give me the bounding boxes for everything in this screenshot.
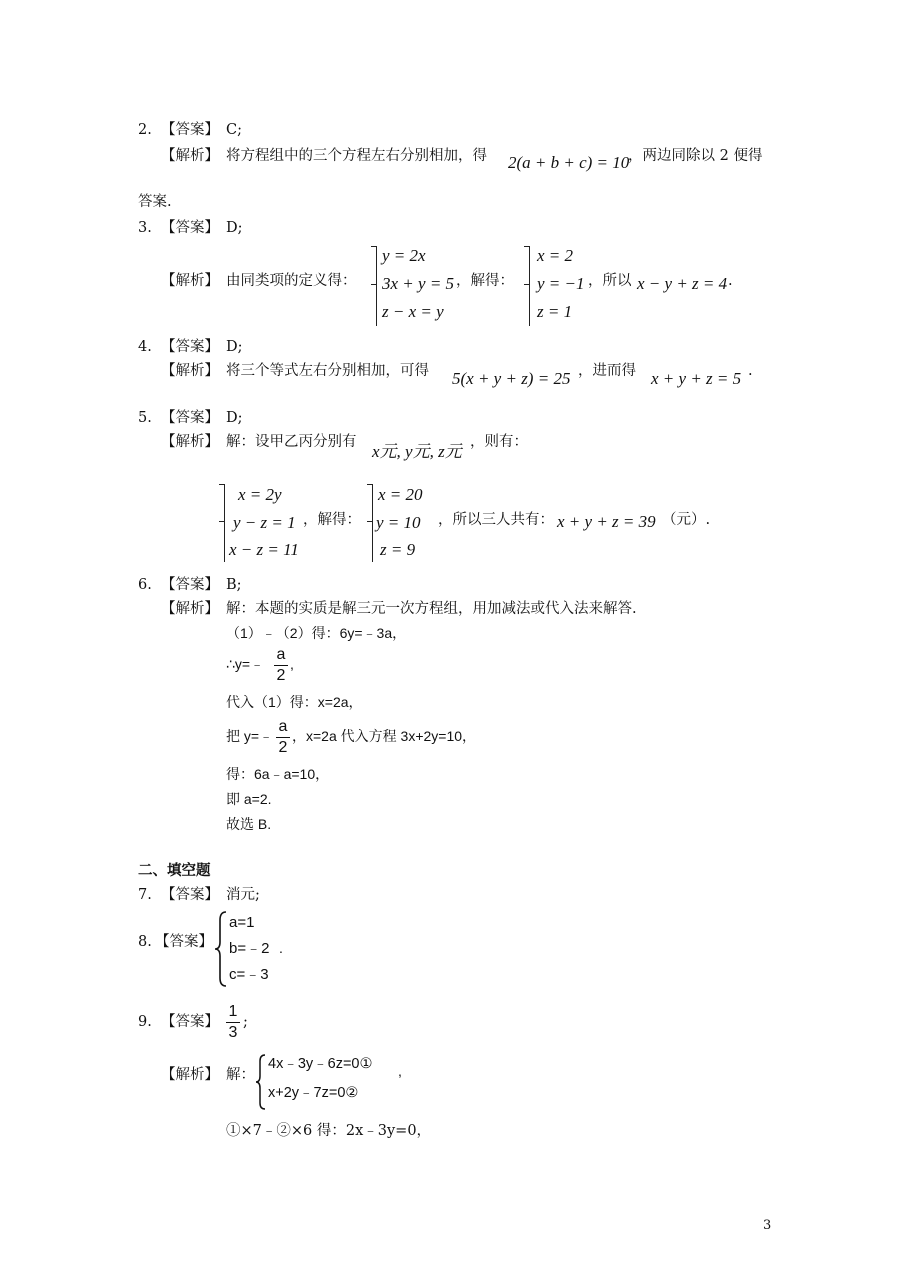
q2-analysis-a: 将方程组中的三个方程左右分别相加，得 <box>226 148 487 164</box>
q3-system2-eq2: y = −1 <box>537 274 585 293</box>
q7-answer: 消元; <box>226 887 260 903</box>
q5-analysis-b: ，则有： <box>470 434 528 450</box>
q9-brace <box>255 1053 267 1111</box>
q5-analysis-label: 【解析】 <box>161 434 219 450</box>
q3-system2-eq1: x = 2 <box>537 246 574 265</box>
q9-system-end: , <box>398 1063 402 1079</box>
q7-answer-label: 【答案】 <box>161 887 219 903</box>
q9-answer-fraction <box>226 1003 240 1041</box>
q5-system1-eq2: y − z = 1 <box>233 513 296 532</box>
q6-step4-fraction-denominator: 2 <box>278 738 288 756</box>
q4-answer-label: 【答案】 <box>161 339 219 355</box>
q5-number: 5. <box>138 410 152 426</box>
q3-system1-eq1: y = 2x <box>382 246 426 265</box>
q6-step4-suffix: ，x=2a 代入方程 3x+2y=10， <box>292 728 477 744</box>
q9-analysis-a: 解： <box>226 1067 255 1083</box>
q3-system2-brace <box>529 246 530 326</box>
q9-answer-label: 【答案】 <box>161 1014 219 1030</box>
q8-brace <box>214 910 228 988</box>
q6-step2-fraction-denominator: 2 <box>276 666 286 684</box>
q8-answer-label: 【答案】 <box>155 934 213 950</box>
q6-step2-fraction-bar <box>274 665 288 666</box>
q5-answer: D; <box>226 410 243 426</box>
q9-eq2: x+2y﹣7z=0② <box>268 1085 359 1101</box>
q9-answer-fraction-bar <box>226 1022 240 1023</box>
q6-answer-label: 【答案】 <box>161 577 219 593</box>
q5-answer-label: 【答案】 <box>161 410 219 426</box>
q6-step2-fraction-numerator: a <box>276 646 286 663</box>
q6-analysis-label: 【解析】 <box>161 601 219 617</box>
q3-system1-brace <box>376 246 377 326</box>
q2-equation: 2(a + b + c) = 10 <box>508 153 630 172</box>
q6-number: 6. <box>138 577 152 593</box>
q5-unit: （元）. <box>662 512 711 528</box>
q2-analysis-c: 答案. <box>138 194 172 210</box>
q5-system1-eq3: x − z = 11 <box>229 540 299 559</box>
q3-solve-label: ，解得： <box>456 273 514 289</box>
q4-answer: D; <box>226 339 243 355</box>
q2-answer-label: 【答案】 <box>161 122 219 138</box>
q3-end: . <box>728 273 733 289</box>
q6-step2-prefix: ∴y=﹣ <box>226 656 265 672</box>
q6-step1: （1）﹣（2）得：6y=﹣3a， <box>226 625 407 641</box>
q4-result: x + y + z = 5 <box>651 369 742 388</box>
q4-number: 4. <box>138 339 152 355</box>
q5-system1-eq1: x = 2y <box>238 485 282 504</box>
q2-analysis-label: 【解析】 <box>161 148 219 164</box>
q4-analysis-a: 将三个等式左右分别相加，可得 <box>226 363 429 379</box>
q5-so-label: ，所以三人共有： <box>438 512 554 528</box>
q8-eq3: c=﹣3 <box>229 966 269 983</box>
q3-analysis-label: 【解析】 <box>161 273 219 289</box>
q5-analysis-a: 解：设甲乙丙分别有 <box>226 434 357 450</box>
q8-eq2: b=﹣2 <box>229 940 270 957</box>
page-number: 3 <box>763 1218 772 1233</box>
q6-step2-fraction <box>274 646 288 684</box>
q9-analysis-label: 【解析】 <box>161 1067 219 1083</box>
q5-system2-eq2: y = 10 <box>376 513 421 532</box>
q3-analysis-a: 由同类项的定义得： <box>226 273 357 289</box>
q3-so-label: ，所以 <box>588 273 632 289</box>
q6-step4-fraction-bar <box>276 737 290 738</box>
section-2-title: 二、填空题 <box>138 862 211 879</box>
q3-answer: D; <box>226 220 243 236</box>
q6-step3: 代入（1）得：x=2a， <box>226 694 363 710</box>
q5-system2-eq3: z = 9 <box>380 540 416 559</box>
q9-eq1: 4x﹣3y﹣6z=0① <box>268 1056 373 1072</box>
q3-system1-eq3: z − x = y <box>382 302 444 321</box>
q8-eq1: a=1 <box>229 914 255 931</box>
q4-end: . <box>748 363 753 379</box>
q9-answer-fraction-denominator: 3 <box>228 1023 238 1041</box>
q5-result: x + y + z = 39 <box>557 512 656 531</box>
q6-step6: 即 a=2. <box>226 791 272 807</box>
q3-result: x − y + z = 4 <box>637 274 728 293</box>
q9-answer-fraction-numerator: 1 <box>228 1003 238 1020</box>
q4-analysis-b: ，进而得 <box>578 363 636 379</box>
q5-system2-eq1: x = 20 <box>378 485 423 504</box>
q4-equation: 5(x + y + z) = 25 <box>452 369 571 388</box>
q6-answer: B; <box>226 577 242 593</box>
q9-number: 9. <box>138 1014 152 1030</box>
q2-analysis-b: ，两边同除以 2 便得 <box>628 148 763 164</box>
q3-number: 3. <box>138 220 152 236</box>
q2-answer: C; <box>226 122 242 138</box>
q7-number: 7. <box>138 887 152 903</box>
q6-step4-fraction <box>276 718 290 756</box>
q8-number: 8. <box>138 934 152 950</box>
q6-step7: 故选 B. <box>226 816 272 832</box>
q9-step1: ①×7﹣②×6 得：2x﹣3y=0， <box>226 1123 432 1139</box>
q3-system1-eq2: 3x + y = 5 <box>382 274 455 293</box>
q4-analysis-label: 【解析】 <box>161 363 219 379</box>
q2-number: 2. <box>138 122 152 138</box>
q5-system1-brace <box>224 484 225 562</box>
q3-system2-eq3: z = 1 <box>537 302 573 321</box>
q6-step5: 得：6a﹣a=10， <box>226 766 330 782</box>
q9-answer-end: ; <box>243 1014 248 1030</box>
q6-analysis-a: 解：本题的实质是解三元一次方程组，用加减法或代入法来解答. <box>226 601 637 617</box>
q5-solve-label: ，解得： <box>303 512 361 528</box>
q3-answer-label: 【答案】 <box>161 220 219 236</box>
q6-step4-fraction-numerator: a <box>278 718 288 735</box>
q5-vars: x元, y元, z元 <box>372 442 462 461</box>
q6-step2-suffix: , <box>290 656 294 672</box>
q5-system2-brace <box>372 484 373 562</box>
q6-step4-prefix: 把 y=﹣ <box>226 728 274 744</box>
q8-end: . <box>279 940 283 956</box>
